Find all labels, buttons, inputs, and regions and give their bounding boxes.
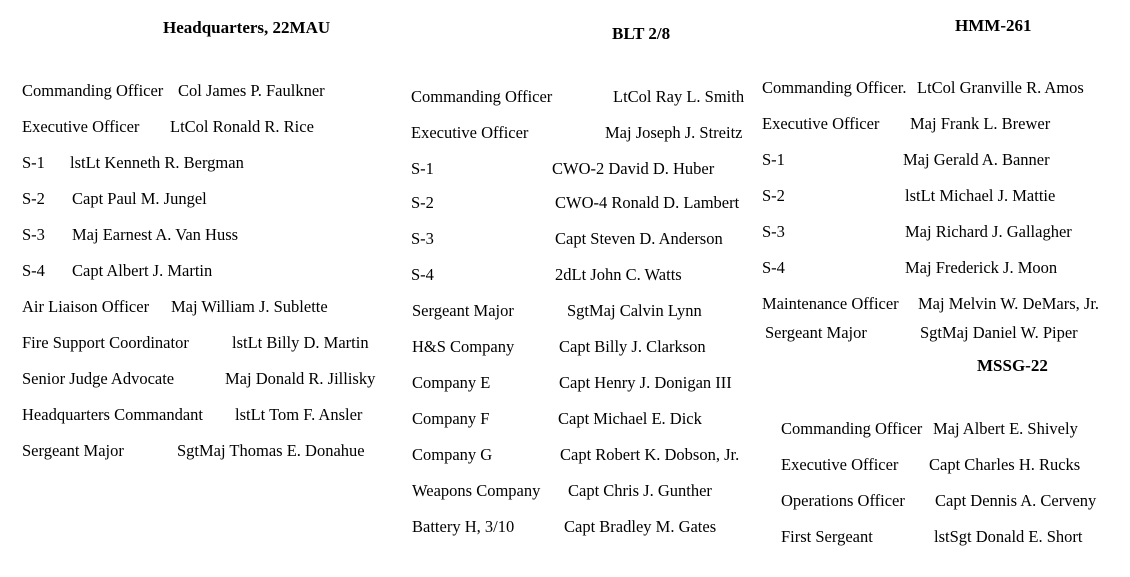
hmm-role: S-3 [762, 222, 785, 241]
blt-role: Company G [412, 445, 493, 464]
hq-name: Col James P. Faulkner [178, 81, 325, 100]
hmm-name: Maj Frederick J. Moon [905, 258, 1058, 277]
hq-role: Senior Judge Advocate [22, 369, 175, 388]
hmm-role: S-1 [762, 150, 785, 169]
hq-role: Commanding Officer [22, 81, 164, 100]
hq-name: lstLt Tom F. Ansler [235, 405, 363, 424]
hq-role: S-4 [22, 261, 45, 280]
blt-title: BLT 2/8 [612, 24, 671, 43]
hq-role: Headquarters Commandant [22, 405, 203, 424]
blt-name: CWO-2 David D. Huber [552, 159, 715, 178]
mssg-name: Maj Albert E. Shively [933, 419, 1078, 438]
blt-name: SgtMaj Calvin Lynn [567, 301, 702, 320]
hmm-name: Maj Gerald A. Banner [903, 150, 1050, 169]
hq-role: S-3 [22, 225, 45, 244]
blt-name: Capt Henry J. Donigan III [559, 373, 732, 392]
blt-role: Executive Officer [411, 123, 529, 142]
blt-role: Company E [412, 373, 491, 392]
blt-role: S-3 [411, 229, 434, 248]
hmm-role: Executive Officer [762, 114, 880, 133]
blt-role: Weapons Company [412, 481, 541, 500]
mssg-role: Executive Officer [781, 455, 899, 474]
hmm-name: Maj Richard J. Gallagher [905, 222, 1072, 241]
hmm-name: Maj Frank L. Brewer [910, 114, 1051, 133]
blt-role: S-1 [411, 159, 434, 178]
blt-name: Capt Robert K. Dobson, Jr. [560, 445, 740, 464]
blt-role: H&S Company [412, 337, 515, 356]
hq-name: SgtMaj Thomas E. Donahue [177, 441, 365, 460]
hq-role: Air Liaison Officer [22, 297, 150, 316]
hmm-role: Commanding Officer. [762, 78, 907, 97]
hq-role: Fire Support Coordinator [22, 333, 189, 352]
blt-name: Capt Michael E. Dick [558, 409, 702, 428]
hmm-role: S-4 [762, 258, 785, 277]
hq-title: Headquarters, 22MAU [163, 18, 331, 37]
blt-name: CWO-4 Ronald D. Lambert [555, 193, 740, 212]
hmm-role: S-2 [762, 186, 785, 205]
blt-name: Capt Steven D. Anderson [555, 229, 723, 248]
mssg-role: Commanding Officer [781, 419, 923, 438]
hmm-name: lstLt Michael J. Mattie [905, 186, 1056, 205]
hmm-name: Maj Melvin W. DeMars, Jr. [918, 294, 1100, 313]
hmm-name: SgtMaj Daniel W. Piper [920, 323, 1078, 342]
hq-name: LtCol Ronald R. Rice [170, 117, 314, 136]
mssg-name: Capt Charles H. Rucks [929, 455, 1081, 474]
blt-name: LtCol Ray L. Smith [613, 87, 745, 106]
mssg-role: Operations Officer [781, 491, 905, 510]
hq-name: lstLt Kenneth R. Bergman [70, 153, 244, 172]
hq-name: Capt Paul M. Jungel [72, 189, 207, 208]
hq-role: Executive Officer [22, 117, 140, 136]
hq-role: Sergeant Major [22, 441, 124, 460]
hmm-title: HMM-261 [955, 16, 1032, 35]
hq-name: Maj William J. Sublette [171, 297, 328, 316]
blt-role: Company F [412, 409, 490, 428]
blt-role: S-4 [411, 265, 434, 284]
mssg-title: MSSG-22 [977, 356, 1048, 375]
blt-name: Maj Joseph J. Streitz [605, 123, 743, 142]
hq-name: lstLt Billy D. Martin [232, 333, 369, 352]
mssg-name: lstSgt Donald E. Short [934, 527, 1083, 546]
hq-role: S-1 [22, 153, 45, 172]
mssg-name: Capt Dennis A. Cerveny [935, 491, 1097, 510]
blt-role: S-2 [411, 193, 434, 212]
blt-name: 2dLt John C. Watts [555, 265, 682, 284]
hmm-role: Maintenance Officer [762, 294, 899, 313]
hq-name: Maj Donald R. Jillisky [225, 369, 376, 388]
mssg-role: First Sergeant [781, 527, 873, 546]
hmm-role: Sergeant Major [765, 323, 867, 342]
blt-name: Capt Bradley M. Gates [564, 517, 717, 536]
blt-role: Battery H, 3/10 [412, 517, 515, 536]
hmm-name: LtCol Granville R. Amos [917, 78, 1084, 97]
blt-name: Capt Chris J. Gunther [568, 481, 712, 500]
blt-name: Capt Billy J. Clarkson [559, 337, 706, 356]
blt-role: Commanding Officer [411, 87, 553, 106]
blt-role: Sergeant Major [412, 301, 514, 320]
hq-name: Capt Albert J. Martin [72, 261, 213, 280]
hq-role: S-2 [22, 189, 45, 208]
hq-name: Maj Earnest A. Van Huss [72, 225, 239, 244]
